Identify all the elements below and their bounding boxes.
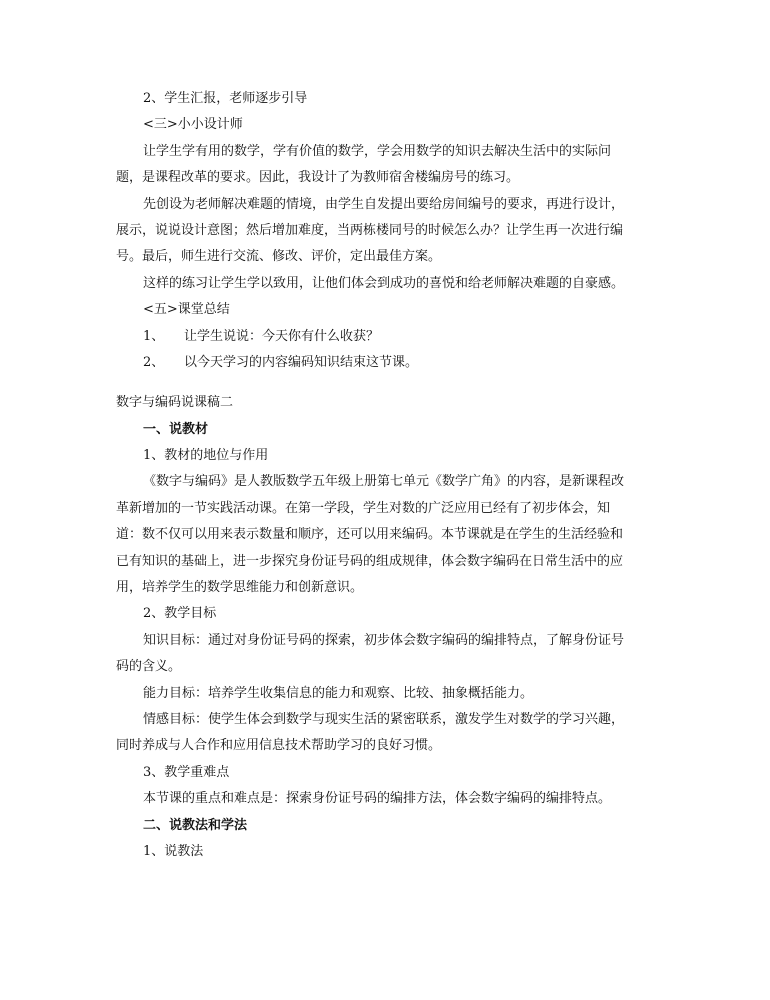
text-line: 革新增加的一节实践活动课。在第一学段，学生对数的广泛应用已经有了初步体会，知: [116, 500, 611, 516]
section-heading: 一、说教材: [143, 421, 209, 437]
text-line: 能力目标：培养学生收集信息的能力和观察、比较、抽象概括能力。: [143, 685, 534, 701]
text-line: 1、说教法: [143, 843, 204, 859]
text-line: 题，是课程改革的要求。因此，我设计了为教师宿舍楼编房号的练习。: [116, 170, 520, 186]
text-line: 道：数不仅可以用来表示数量和顺序，还可以用来编码。本节课就是在学生的生活经验和: [116, 527, 624, 543]
list-item-text: 让学生说说：今天你有什么收获？: [184, 328, 380, 344]
document-body: [116, 86, 661, 865]
text-line: 2、教学目标: [143, 606, 217, 622]
list-number: 2、: [143, 354, 165, 370]
text-line: [116, 324, 661, 350]
text-line: 码的含义。: [116, 659, 182, 675]
text-line: 知识目标：通过对身份证号码的探索，初步体会数字编码的编排特点，了解身份证号: [143, 632, 625, 648]
section-gap: [116, 376, 661, 390]
text-line: 让学生学有用的数学，学有价值的数学，学会用数学的知识去解决生活中的实际问: [143, 143, 612, 159]
text-line: 《数字与编码》是人教版数学五年级上册第七单元《数学广角》的内容，是新课程改: [143, 474, 625, 490]
text-line: 1、教材的地位与作用: [143, 448, 269, 464]
text-line: 已有知识的基础上，进一步探究身份证号码的组成规律，体会数字编码在日常生活中的应: [116, 553, 624, 569]
text-line: 数字与编码说课稿二: [116, 395, 234, 411]
section-heading: 二、说教法和学法: [143, 817, 248, 833]
text-line: 号。最后，师生进行交流、修改、评价，定出最佳方案。: [116, 249, 442, 265]
text-line: <五>课堂总结: [143, 302, 230, 318]
text-line: <三>小小设计师: [143, 117, 243, 133]
text-line: 同时养成与人合作和应用信息技术帮助学习的良好习惯。: [116, 738, 442, 754]
text-line: 3、教学重难点: [143, 764, 230, 780]
text-line: [116, 350, 661, 376]
text-line: 这样的练习让学生学以致用，让他们体会到成功的喜悦和给老师解决难题的自豪感。: [143, 275, 625, 291]
text-line: 用，培养学生的数学思维能力和创新意识。: [116, 580, 364, 596]
text-line: 本节课的重点和难点是：探索身份证号码的编排方法，体会数字编码的编排特点。: [143, 791, 612, 807]
text-line: 情感目标：使学生体会到数学与现实生活的紧密联系，激发学生对数学的学习兴趣，: [143, 711, 625, 727]
list-number: 1、: [143, 328, 165, 344]
text-line: 2、学生汇报，老师逐步引导: [143, 91, 308, 106]
text-line: 先创设为老师解决难题的情境，由学生自发提出要给房间编号的要求，再进行设计，: [143, 196, 625, 212]
list-item-text: 以今天学习的内容编码知识结束这节课。: [184, 354, 419, 370]
text-line: 展示，说说设计意图；然后增加难度，当两栋楼同号的时候怎么办？让学生再一次进行编: [116, 222, 624, 238]
